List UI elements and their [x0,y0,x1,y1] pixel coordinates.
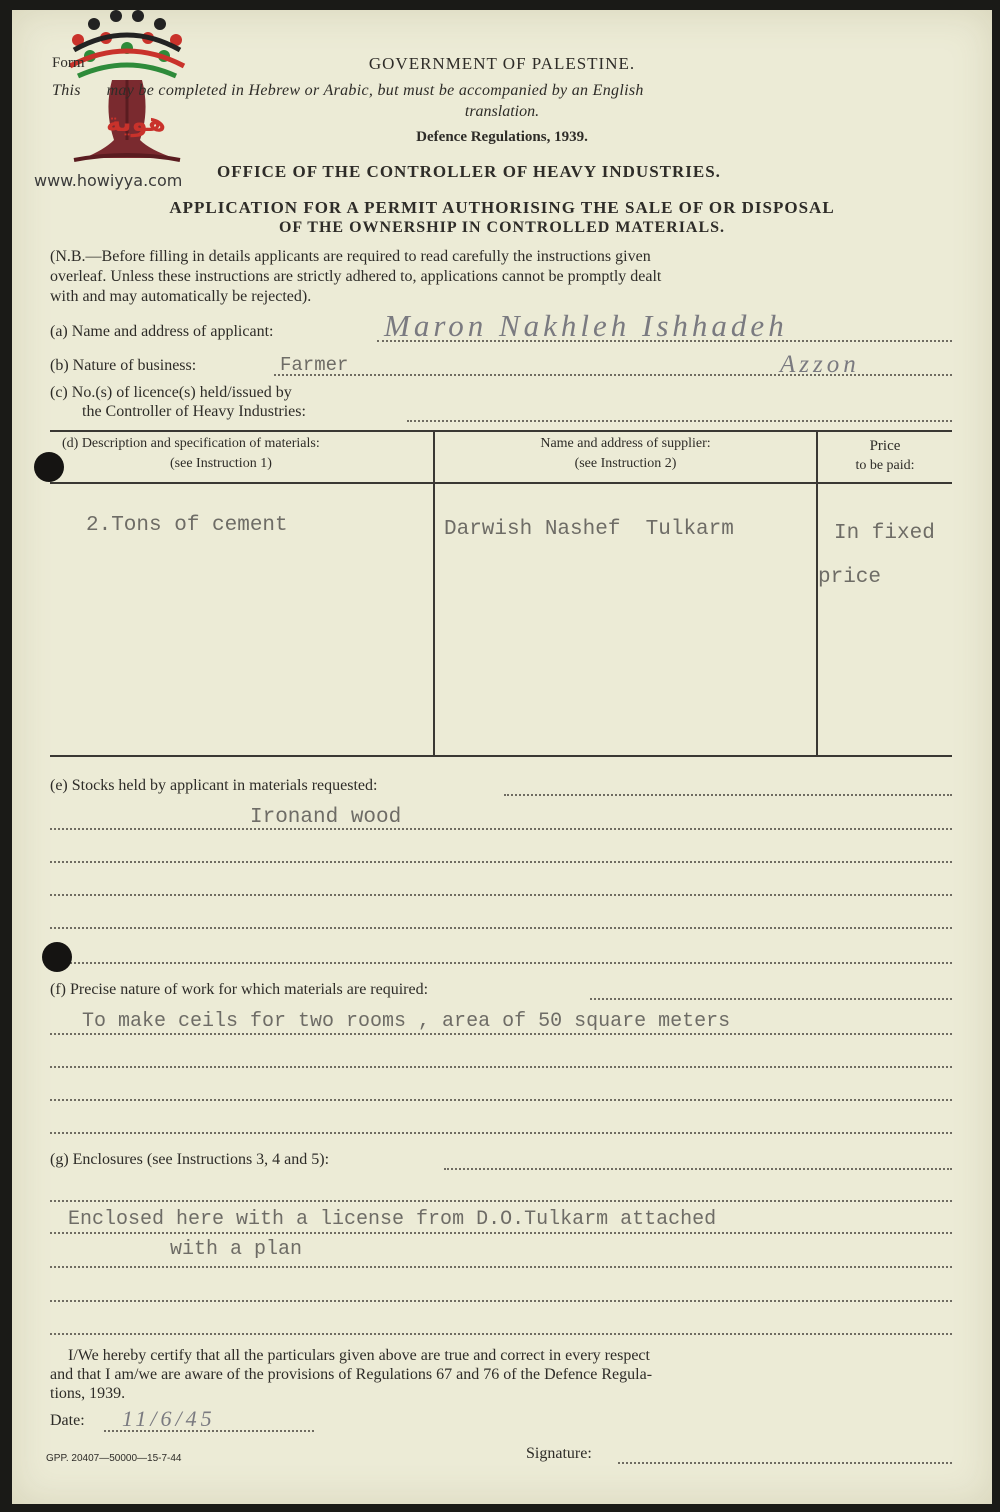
work-label: (f) Precise nature of work for which materials are required: [50,981,429,998]
date-value[interactable]: 11/6/45 [122,1406,216,1431]
language-instruction: This may be completed in Hebrew or Arabic, but must be accompanied by an English [52,82,644,99]
enclosures-line-1 [50,1200,952,1202]
business-label: (b) Nature of business: [50,357,197,374]
table-divider-2 [816,430,818,757]
enclosures-label: (g) Enclosures (see Instructions 3, 4 and 5): [50,1151,330,1168]
price-value-2[interactable]: price [818,566,882,589]
supplier-header-note: (see Instruction 2) [574,456,677,471]
enclosures-value-1[interactable]: Enclosed here with a license from D.O.Tulkarm attached [68,1208,717,1231]
stocks-line-0 [504,794,952,796]
applicant-name-value[interactable]: Maron Nakhleh Ishhadeh [384,308,788,343]
price-value-1[interactable]: In fixed [834,522,935,545]
stocks-label: (e) Stocks held by applicant in materials requested: [50,777,378,794]
work-line-1 [50,1033,952,1035]
licence-line [407,420,952,422]
application-title: APPLICATION FOR A PERMIT AUTHORISING THE SALE OF OR DISPOSAL [169,198,835,217]
applicant-address-value[interactable]: Azzon [780,351,860,378]
table-divider-1 [433,430,435,757]
note-line-3: with and may automatically be rejected). [50,288,312,305]
punch-hole-bottom [42,942,72,972]
application-title-cont: OF THE OWNERSHIP IN CONTROLLED MATERIALS. [278,219,726,236]
work-line-0 [590,998,952,1000]
enclosures-line-4 [50,1300,952,1302]
note-line-1: (N.B.—Before filling in details applicants are required to read carefully the instructions given [50,248,651,265]
work-line-3 [50,1099,952,1101]
logo-arabic-text: هوية [106,108,166,138]
signature-line [618,1462,952,1464]
office-title: OFFICE OF THE CONTROLLER OF HEAVY INDUSTRIES. [217,162,721,181]
stocks-line-4 [50,927,952,929]
enclosures-line-3 [50,1266,952,1268]
material-value[interactable]: 2.Tons of cement [86,514,288,537]
licence-label-1: (c) No.(s) of licence(s) held/issued by [50,384,292,401]
licence-label-2: the Controller of Heavy Industries: [82,403,306,420]
date-label: Date: [50,1412,85,1429]
price-header-sub: to be paid: [855,458,915,473]
price-header: Price [869,438,901,454]
work-value[interactable]: To make ceils for two rooms , area of 50 square meters [82,1010,731,1033]
certification-line-3: tions, 1939. [50,1385,126,1402]
stocks-line-1 [50,828,952,830]
enclosures-line-0 [444,1168,952,1170]
enclosures-line-2 [50,1232,952,1234]
stocks-value[interactable]: Ironand wood [250,806,402,829]
certification-line-2: and that I am/we are aware of the provisions of Regulations 67 and 76 of the Defence Regula- [50,1366,653,1383]
materials-header: (d) Description and specification of materials: [62,436,320,451]
materials-header-note: (see Instruction 1) [170,456,272,471]
stocks-line-3 [50,894,952,896]
stocks-line-5 [50,962,952,964]
punch-hole-top [34,452,64,482]
printer-code: GPP. 20407—50000—15-7-44 [46,1453,182,1464]
signature-label: Signature: [526,1445,592,1462]
enclosures-value-2[interactable]: with a plan [170,1238,303,1261]
government-title: GOVERNMENT OF PALESTINE. [368,54,636,73]
work-line-4 [50,1132,952,1134]
regulations-title: Defence Regulations, 1939. [416,129,588,145]
language-instruction-cont: translation. [464,103,540,120]
stocks-line-2 [50,861,952,863]
form-number: Form [52,55,85,71]
watermark-site: www.howiyya.com [34,171,183,190]
supplier-header: Name and address of supplier: [540,436,711,451]
certification-line-1: I/We hereby certify that all the particulars given above are true and correct in every respect [68,1347,650,1364]
applicant-label: (a) Name and address of applicant: [50,323,274,340]
supplier-value[interactable]: Darwish Nashef Tulkarm [444,518,734,541]
business-value[interactable]: Farmer [280,354,349,376]
form-page [12,10,992,1504]
enclosures-line-5 [50,1333,952,1335]
work-line-2 [50,1066,952,1068]
note-line-2: overleaf. Unless these instructions are strictly adhered to, applications cannot be promptly dealt [50,268,662,285]
